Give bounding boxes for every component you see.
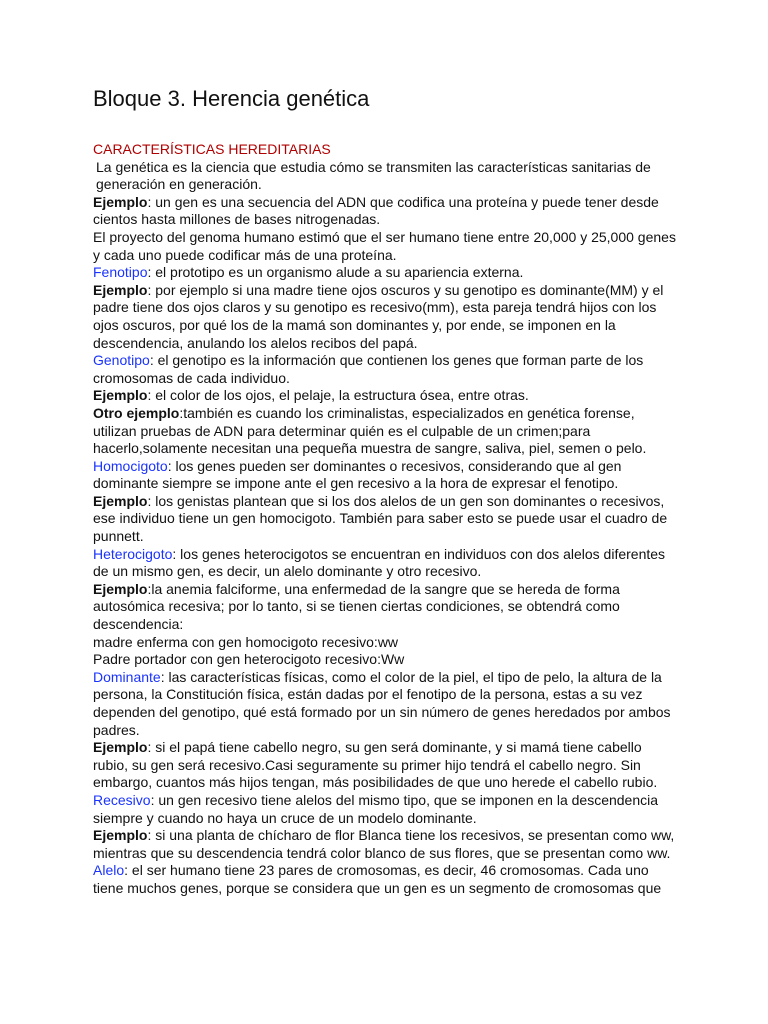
- text-run: Padre portador con gen heterocigoto recesivo:Ww: [93, 651, 405, 668]
- text-run: : por ejemplo si una madre tiene ojos oscuros y su genotipo es dominante(MM) y el padre tiene dos ojos claros y su genotipo es recesivo(mm), esta pareja tendrá hijos con los ojos oscuros, por qué los de la mamá son dominantes y, por ende, se imponen en la descendencia, anulando los alelos recibos del papá.: [93, 281, 664, 351]
- paragraph: [93, 739, 678, 792]
- section-heading: CARACTERÍSTICAS HEREDITARIAS: [93, 141, 331, 157]
- text-run: : un gen recesivo tiene alelos del mismo tipo, que se imponen en la descendencia siempre y cuando no haya un cruce de un modelo dominante.: [93, 791, 659, 826]
- paragraph: [93, 194, 678, 229]
- paragraph: [93, 827, 678, 862]
- page-title: Bloque 3. Herencia genética: [93, 86, 370, 111]
- paragraph: [93, 352, 678, 387]
- term-label: Genotipo: [93, 352, 150, 369]
- paragraph: [93, 229, 678, 264]
- text-run: : el color de los ojos, el pelaje, la estructura ósea, entre otras.: [147, 387, 529, 404]
- text-run: El proyecto del genoma humano estimó que el ser humano tiene entre 20,000 y 25,000 genes y cada uno puede codificar más de una proteína.: [93, 228, 676, 263]
- term-label: Recesivo: [93, 791, 151, 808]
- paragraph: [93, 792, 678, 827]
- paragraph: [93, 387, 678, 405]
- paragraph: [93, 405, 678, 458]
- text-run: : el ser humano tiene 23 pares de cromosomas, es decir, 46 cromosomas. Cada uno tiene muchos genes, porque se considera que un gen es un segmento de cromosomas que: [93, 862, 662, 896]
- paragraph: [93, 264, 678, 282]
- paragraph: [93, 581, 678, 634]
- bold-label: Ejemplo: [93, 281, 148, 298]
- text-run: : el prototipo es un organismo alude a su apariencia externa.: [147, 264, 524, 281]
- text-run: : si el papá tiene cabello negro, su gen será dominante, y si mamá tiene cabello rubio, su gen será recesivo.Casi seguramente su primer hijo tendrá el cabello negro. Sin embargo, cuantos más hijos tengan, más posibilidades de que uno herede el cabello rubio.: [93, 739, 658, 791]
- text-run: : el genotipo es la información que contienen los genes que forman parte de los cromosomas de cada individuo.: [93, 352, 644, 386]
- bold-label: Ejemplo: [93, 387, 148, 404]
- paragraph: [93, 493, 678, 546]
- paragraph: [93, 282, 678, 352]
- term-label: Homocigoto: [93, 457, 168, 474]
- paragraph: [93, 669, 678, 739]
- bold-label: Ejemplo: [93, 580, 148, 597]
- paragraph: [93, 634, 678, 652]
- paragraph: [93, 458, 678, 493]
- text-run: :también es cuando los criminalistas, especializados en genética forense, utilizan pruebas de ADN para determinar quién es el culpable de un crimen;para hacerlo,solamente necesitan una pequeña muestra de sangre, saliva, piel, semen o pelo.: [93, 404, 647, 457]
- term-label: Heterocigoto: [93, 545, 173, 562]
- paragraph: [93, 546, 678, 581]
- text-run: : los genistas plantean que si los dos alelos de un gen son dominantes o recesivos, ese individuo tiene un gen homocigoto. También para saber esto se puede usar el cuadro de punnett.: [93, 492, 668, 545]
- text-run: : los genes heterocigotos se encuentran en individuos con dos alelos diferentes de un mismo gen, es decir, un alelo dominante y otro recesivo.: [93, 545, 666, 580]
- text-run: : si una planta de chícharo de flor Blanca tiene los recesivos, se presentan como ww, mientras que su descendencia tendrá color blanco de sus flores, que se presentan como ww.: [93, 827, 675, 861]
- paragraph: [93, 651, 678, 669]
- bold-label: Otro ejemplo: [93, 404, 180, 421]
- document-page: [93, 84, 678, 898]
- paragraph: [93, 159, 678, 194]
- text-run: : las características físicas, como el color de la piel, el tipo de pelo, la altura de la persona, la Constitución física, están dadas por el fenotipo de la persona, estas a su vez dependen del genotipo, qué está formado por un sin número de genes heredados por ambos padres.: [93, 668, 671, 738]
- document-body: [93, 159, 678, 898]
- term-label: Fenotipo: [93, 264, 148, 281]
- paragraph: [93, 862, 678, 897]
- term-label: Dominante: [93, 668, 161, 685]
- text-run: La genética es la ciencia que estudia cómo se transmiten las características sanitarias de generación en generación.: [96, 158, 651, 193]
- term-label: Alelo: [93, 862, 125, 879]
- bold-label: Ejemplo: [93, 193, 148, 210]
- text-run: :la anemia falciforme, una enfermedad de la sangre que se hereda de forma autosómica recesiva; por lo tanto, si se tienen ciertas condiciones, se obtendrá como descendencia:: [93, 580, 620, 633]
- text-run: madre enferma con gen homocigoto recesivo:ww: [93, 633, 399, 650]
- bold-label: Ejemplo: [93, 827, 148, 844]
- text-run: : un gen es una secuencia del ADN que codifica una proteína y puede tener desde cientos hasta millones de bases nitrogenadas.: [93, 193, 659, 228]
- text-run: : los genes pueden ser dominantes o recesivos, considerando que al gen dominante siempre se impone ante el gen recesivo a la hora de expresar el fenotipo.: [93, 457, 622, 492]
- bold-label: Ejemplo: [93, 739, 148, 756]
- bold-label: Ejemplo: [93, 492, 148, 509]
